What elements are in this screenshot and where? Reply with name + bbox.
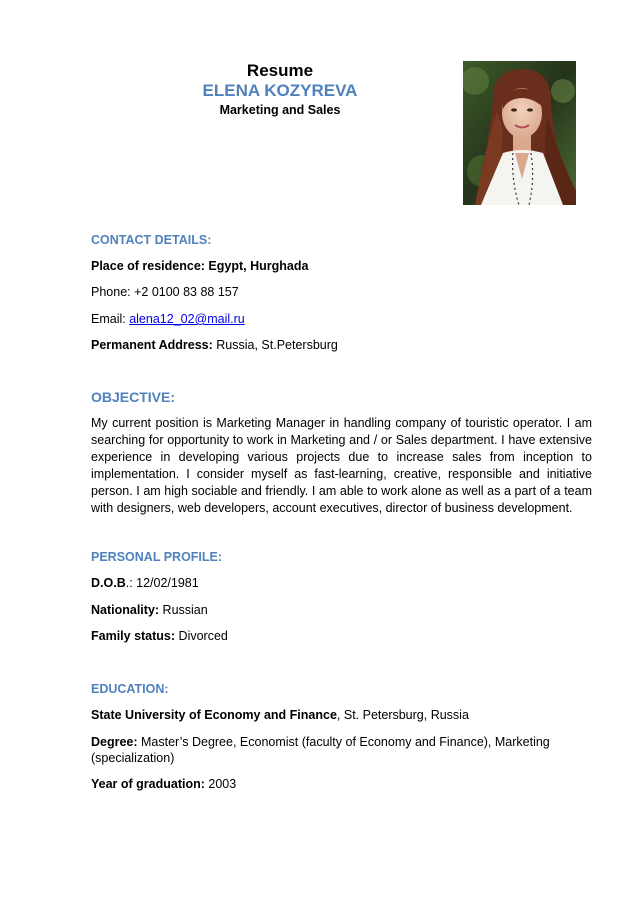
dob-line xyxy=(91,575,199,591)
objective-text: My current position is Marketing Manager in handling company of touristic operator. I am searching for opportunity to work in Marketing and / or Sales department. I have extensive experience in developing various projects due to increase sales from inception to implementation. I consider myself as fast-learning, creative, responsible and initiative person. I am high sociable and friendly. I am able to work alone as well as a part of a team with designers, web developers, account executives, director of business development. xyxy=(91,416,592,515)
candidate-name: ELENA KOZYREVA xyxy=(202,81,358,100)
degree-line-2: (specialization) xyxy=(91,751,175,765)
profile-heading: PERSONAL PROFILE: xyxy=(91,550,223,564)
degree-value: Master’s Degree, Economist (faculty of Economy and Finance), Marketing xyxy=(137,735,550,749)
degree-line xyxy=(91,734,550,750)
document-title: Resume xyxy=(246,61,314,80)
nationality-label: Nationality: xyxy=(91,603,160,617)
phone-line: Phone: +2 0100 83 88 157 xyxy=(91,285,239,299)
university-value: , St. Petersburg, Russia xyxy=(336,708,469,722)
graduation-year-label: Year of graduation: xyxy=(91,777,205,791)
address-value: Russia, St.Petersburg xyxy=(212,338,338,352)
family-status-line xyxy=(91,628,228,644)
residence-line: Place of residence: Egypt, Hurghada xyxy=(91,259,309,273)
objective-heading: OBJECTIVE: xyxy=(91,389,176,405)
university-line xyxy=(91,707,469,723)
graduation-year-value: 2003 xyxy=(204,777,237,791)
nationality-value: Russian xyxy=(159,603,208,617)
resume-header xyxy=(140,61,420,119)
email-line xyxy=(91,311,245,327)
profile-photo xyxy=(463,61,576,205)
email-link[interactable]: alena12_02@mail.ru xyxy=(129,312,245,326)
email-label: Email: xyxy=(91,312,130,326)
nationality-line xyxy=(91,602,208,618)
education-heading: EDUCATION: xyxy=(91,682,169,696)
address-line xyxy=(91,337,338,353)
dob-value: .: 12/02/1981 xyxy=(125,576,199,590)
degree-label: Degree: xyxy=(91,735,138,749)
university-label: State University of Economy and Finance xyxy=(91,708,337,722)
address-label: Permanent Address: xyxy=(91,338,213,352)
dob-label: D.O.B xyxy=(91,576,126,590)
contact-heading: CONTACT DETAILS: xyxy=(91,233,212,247)
family-status-value: Divorced xyxy=(175,629,228,643)
profile-photo-image xyxy=(463,61,576,205)
graduation-year-line xyxy=(91,776,236,792)
candidate-role: Marketing and Sales xyxy=(219,103,341,117)
family-status-label: Family status: xyxy=(91,629,176,643)
